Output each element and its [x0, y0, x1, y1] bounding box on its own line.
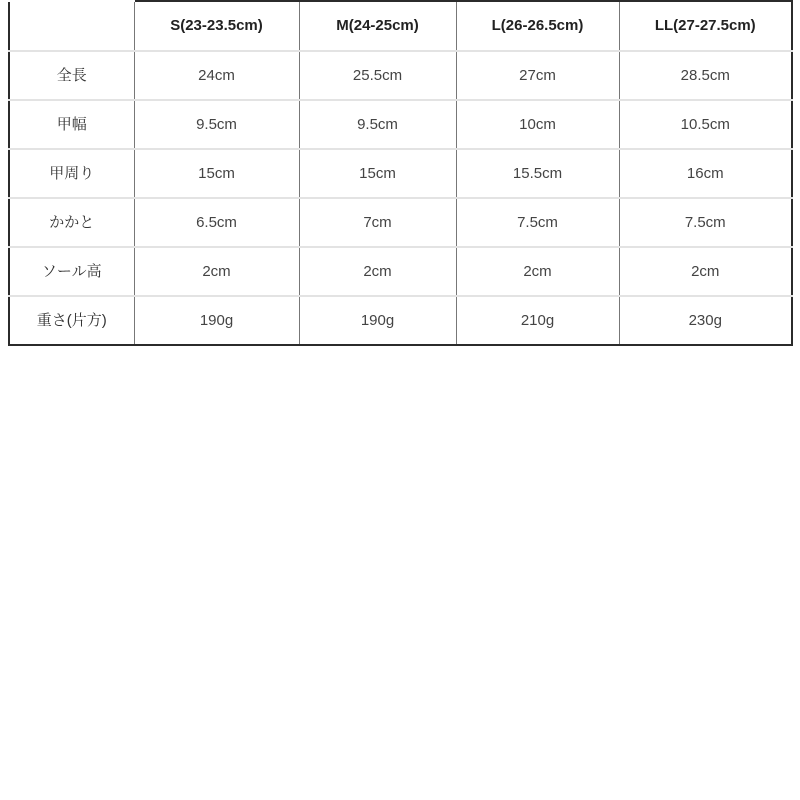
column-header-l: L(26-26.5cm): [456, 1, 619, 51]
table-cell: 2cm: [619, 247, 792, 296]
table-cell: 16cm: [619, 149, 792, 198]
table-cell: 27cm: [456, 51, 619, 100]
table-row-zencho: [9, 51, 792, 100]
table-cell: 9.5cm: [299, 100, 456, 149]
table-cell: 6.5cm: [134, 198, 299, 247]
table-cell: 2cm: [299, 247, 456, 296]
table-cell: 25.5cm: [299, 51, 456, 100]
table-cell: 10cm: [456, 100, 619, 149]
table-cell: 7cm: [299, 198, 456, 247]
column-header-m: M(24-25cm): [299, 1, 456, 51]
table-row-komawari: [9, 149, 792, 198]
table-cell: 15cm: [299, 149, 456, 198]
table-cell: 28.5cm: [619, 51, 792, 100]
table-row-soledaka: [9, 247, 792, 296]
row-label: ソール高: [9, 247, 134, 296]
table-row-omosa: [9, 296, 792, 345]
row-label: 甲幅: [9, 100, 134, 149]
table-cell: 7.5cm: [619, 198, 792, 247]
table-cell: 190g: [134, 296, 299, 345]
table-cell: 2cm: [134, 247, 299, 296]
table-cell: 10.5cm: [619, 100, 792, 149]
corner-cell: [9, 1, 134, 51]
table-cell: 2cm: [456, 247, 619, 296]
table-row-kakato: [9, 198, 792, 247]
table-cell: 9.5cm: [134, 100, 299, 149]
table-cell: 230g: [619, 296, 792, 345]
column-header-s: S(23-23.5cm): [134, 1, 299, 51]
table-cell: 190g: [299, 296, 456, 345]
table-cell: 15cm: [134, 149, 299, 198]
column-header-ll: LL(27-27.5cm): [619, 1, 792, 51]
table-cell: 24cm: [134, 51, 299, 100]
table-cell: 7.5cm: [456, 198, 619, 247]
row-label: 重さ(片方): [9, 296, 134, 345]
header-row: [9, 1, 792, 51]
row-label: 甲周り: [9, 149, 134, 198]
table-cell: 15.5cm: [456, 149, 619, 198]
row-label: かかと: [9, 198, 134, 247]
table-cell: 210g: [456, 296, 619, 345]
size-chart-table: [8, 0, 793, 346]
table-row-kohaba: [9, 100, 792, 149]
row-label: 全長: [9, 51, 134, 100]
